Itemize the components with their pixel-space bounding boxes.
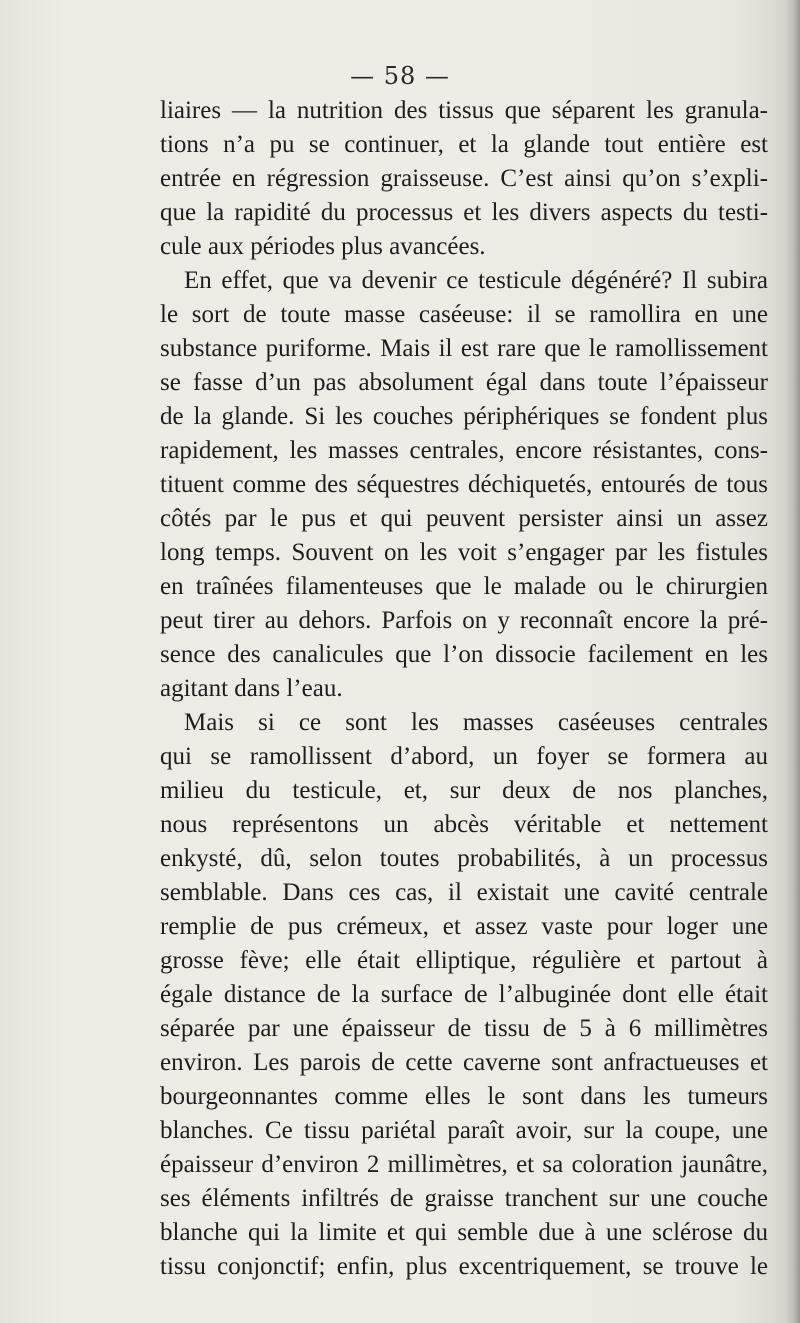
text-line: tituent comme des séquestres déchiquetés, entourés de tous	[160, 471, 768, 498]
text-line: peut tirer au dehors. Parfois on y reconnaît encore la pré-	[160, 607, 768, 634]
text-line: environ. Les parois de cette caverne sont anfractueuses et	[160, 1049, 768, 1076]
text-line: blanches. Ce tissu pariétal paraît avoir, sur la coupe, une	[160, 1117, 768, 1144]
text-line: cule aux périodes plus avancées.	[160, 233, 486, 260]
text-line: blanche qui la limite et qui semble due à une sclérose du	[160, 1219, 768, 1246]
text-line: ses éléments infiltrés de graisse tranchent sur une couche	[160, 1185, 768, 1212]
text-line: tissu conjonctif; enfin, plus excentriquement, se trouve le	[160, 1253, 768, 1280]
text-line: de la glande. Si les couches périphériques se fondent plus	[160, 403, 768, 430]
text-line: rapidement, les masses centrales, encore résistantes, cons-	[160, 437, 768, 464]
text-line: remplie de pus crémeux, et assez vaste pour loger une	[160, 913, 768, 940]
text-line: en traînées filamenteuses que le malade ou le chirurgien	[160, 573, 768, 600]
text-line: substance puriforme. Mais il est rare que le ramollissement	[160, 335, 768, 362]
text-line: En effet, que va devenir ce testicule dégénéré? Il subira	[184, 267, 768, 294]
text-line: entrée en régression graisseuse. C’est ainsi qu’on s’expli-	[160, 165, 768, 192]
text-line: milieu du testicule, et, sur deux de nos planches,	[160, 777, 768, 804]
text-line: séparée par une épaisseur de tissu de 5 à 6 millimètres	[160, 1015, 768, 1042]
text-line: le sort de toute masse caséeuse: il se ramollira en une	[160, 301, 768, 328]
text-line: semblable. Dans ces cas, il existait une cavité centrale	[160, 879, 768, 906]
page-edge-shadow	[786, 0, 800, 1323]
text-line: égale distance de la surface de l’albuginée dont elle était	[160, 981, 768, 1008]
text-line: nous représentons un abcès véritable et nettement	[160, 811, 768, 838]
text-line: enkysté, dû, selon toutes probabilités, à un processus	[160, 845, 768, 872]
text-line: long temps. Souvent on les voit s’engager par les fistules	[160, 539, 768, 566]
text-line: que la rapidité du processus et les divers aspects du testi-	[160, 199, 768, 226]
text-line: se fasse d’un pas absolument égal dans toute l’épaisseur	[160, 369, 768, 396]
text-line: agitant dans l’eau.	[160, 675, 343, 702]
text-line: tions n’a pu se continuer, et la glande tout entière est	[160, 131, 768, 158]
text-line: qui se ramollissent d’abord, un foyer se formera au	[160, 743, 768, 770]
text-line: côtés par le pus et qui peuvent persister ainsi un assez	[160, 505, 768, 532]
text-line: Mais si ce sont les masses caséeuses centrales	[184, 709, 768, 736]
text-line: bourgeonnantes comme elles le sont dans les tumeurs	[160, 1083, 768, 1110]
text-line: liaires — la nutrition des tissus que séparent les granula-	[160, 97, 768, 124]
text-line: sence des canalicules que l’on dissocie facilement en les	[160, 641, 768, 668]
text-line: grosse fève; elle était elliptique, régulière et partout à	[160, 947, 768, 974]
body-text	[160, 94, 768, 1284]
page-number: — 58 —	[350, 62, 450, 90]
text-line: épaisseur d’environ 2 millimètres, et sa coloration jaunâtre,	[160, 1151, 768, 1178]
